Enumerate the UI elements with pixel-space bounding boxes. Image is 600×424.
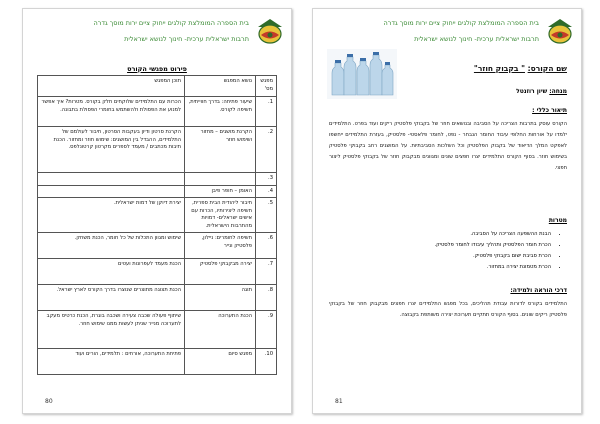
- row-subject: מפגש סיום: [185, 349, 256, 375]
- method-heading: דרכי הוראה ולמידה:: [510, 287, 567, 294]
- row-number: 4.: [256, 185, 277, 198]
- row-content: הכנת מעמד לעפרונות ועטים: [38, 259, 185, 285]
- row-subject: הכנת התערוכה: [185, 311, 256, 349]
- course-name: " בקבוק חוזר": [473, 64, 525, 73]
- row-number: 10.: [256, 349, 277, 375]
- row-content: יצירת דיוקן של דמות ישראלית.: [38, 198, 185, 233]
- header-line-2: תרבות ישראלית ערכית- חינוך לנושא ישראלית: [414, 35, 539, 43]
- plastic-bottles-image: [327, 49, 397, 99]
- table-row: [38, 311, 277, 349]
- course-label: שם הקורס:: [527, 64, 567, 73]
- table-header-row: [38, 76, 277, 97]
- column-header-subject: נושא המפגש: [185, 76, 256, 97]
- row-number: 9.: [256, 311, 277, 349]
- sessions-table: [37, 75, 277, 375]
- goals-heading: מטרות: [548, 217, 567, 224]
- column-header-content: תוכן המפגש: [38, 76, 185, 97]
- table-row: [38, 127, 277, 173]
- page-80: [22, 8, 292, 414]
- lecturer-label: מנחה:: [549, 88, 567, 95]
- table-row: [38, 97, 277, 127]
- row-subject: שיעור פתיחה: בדרך חווייתית, חשיפה לקורס.: [185, 97, 256, 127]
- general-description: הקורס עוסק בתרבות הצריכה על הסביבה ובנושאים חוזר של בקבוקי פלסטיק ריקים ועוד בפרט. התלמידים ילמדו על אורחות החלופי עיבוד החומר הנבחר - נפט, לחומר פלאסטי- פלסטיק, בעזרת התלמידים ייחשפו לאפקט המלך הדיאוד של בקבוק הפלסטיק וכל השלכות הסביבתיות. על המושגים רחב בקבוקי פלסטיק בשימוש חוזר. בסוף הקורס התלמידים יצרו חפצים שונים ומגוונים מבקבוק חוזר של בקבוקי פלסטיק ליצור חפצי.: [329, 121, 567, 171]
- method-description: התלמידים בקורס לדורות עבודת תהליכים, בכל מפגש התלמידים יצרו חפצים מבקבוק חוזר של בקבוקי פלסטיק ריקים שונים. בסוף הקורס תתקיים תערוכת יצירה משותפת בקבוצה.: [329, 301, 567, 318]
- general-heading: תיאור כללי :: [532, 107, 567, 114]
- row-subject: חשיפה לחומרים: ניילון, פלסטיק ונייר: [185, 233, 256, 259]
- row-number: 5.: [256, 198, 277, 233]
- table-title: פירוט מפגשי הקורס: [127, 65, 187, 73]
- row-subject: יצירה מבקבוקי פלסטיק: [185, 259, 256, 285]
- row-content: [38, 173, 185, 186]
- table-row: [38, 185, 277, 198]
- lecturer-name: שיון רוזנטל: [516, 88, 548, 95]
- row-number: 1.: [256, 97, 277, 127]
- row-number: 2.: [256, 127, 277, 173]
- table-row: [38, 198, 277, 233]
- row-number: 6.: [256, 233, 277, 259]
- row-content: הכנת תצוגה מתוצרים שנוצרו בדרך הקורס לארץ ישראל.: [38, 285, 185, 311]
- table-row: [38, 233, 277, 259]
- table-row: [38, 285, 277, 311]
- row-content: [38, 185, 185, 198]
- list-item: • הבנת ההשפעה הצריכה על הסביבה.: [321, 229, 551, 240]
- goals-list: [321, 229, 561, 273]
- school-logo-icon: [545, 15, 575, 47]
- header-line-1: בית הספרה המומלצת קולגים ייחוק ציים ירות מוסך גדרה: [383, 19, 539, 27]
- row-number: 3.: [256, 173, 277, 186]
- page-number: 81: [335, 398, 343, 405]
- column-header-number: מפגש מס': [256, 76, 277, 97]
- list-item: • הכרת סביבת ישום בקבוקי פלסטיק.: [321, 251, 551, 262]
- page-81: [312, 8, 582, 414]
- row-content: הכרות עם התלמידים שלוקחים חלק בקורס. מטרות? איך אפשר למנוע את הפסולת ולהשתמש בחומרי הפסולת בתבונה.: [38, 97, 185, 127]
- row-subject: הקרנת מושגים – מחזור ושימוש חוזר: [185, 127, 256, 173]
- row-content: פתיחת התערוכה, אורחים : תלמידים, הורים ועוד: [38, 349, 185, 375]
- lecturer: [516, 88, 567, 95]
- header-line-1: בית הספרה המומלצת קולגים ייחוק ציים ירות מוסך גדרה: [93, 19, 249, 27]
- row-subject: האומן – חופר פיבן: [185, 185, 256, 198]
- table-row: [38, 349, 277, 375]
- school-logo-icon: [255, 15, 285, 47]
- table-row: [38, 259, 277, 285]
- row-number: 7.: [256, 259, 277, 285]
- header-line-2: תרבות ישראלית ערכית- חינוך לנושא ישראלית: [124, 35, 249, 43]
- row-subject: חיבור ליהודית הבית ספרית, חשיפה ליצירותיו, הכרות עם אישים ישראלים- דמויות מהתרבות הישראלית.: [185, 198, 256, 233]
- course-title: [474, 64, 567, 73]
- table-row: [38, 173, 277, 186]
- row-content: הקרנת סרטון ודיון בעקבות הסרטון, חיבור לעולמם של התלמידים, ההבדל בין המושגים: שימוש חוזר ומחזור. הכנת תיבות מכתבים / מעמד לספרים מקרטון קרטונלפס.: [38, 127, 185, 173]
- row-number: 8.: [256, 285, 277, 311]
- list-item: • הכרת חומר הפלסטיק ותהליך עיבודו לחומר פלסטיק.: [321, 240, 551, 251]
- row-subject: [185, 173, 256, 186]
- page-number: 80: [45, 398, 53, 405]
- row-subject: תוגה: [185, 285, 256, 311]
- row-content: שיתוף פעולה שכבה צעירה ושכבה בוגרת, הכנת כרטיס מעקב לתערוכה מנייר שניתן לעשות ממנו שימוש חוזר.: [38, 311, 185, 349]
- row-content: שימוש ומגוון התכלות של כל חומר, הכנת משחק.: [38, 233, 185, 259]
- list-item: • הכרת מטמונת יצירה במחזור.: [321, 262, 551, 273]
